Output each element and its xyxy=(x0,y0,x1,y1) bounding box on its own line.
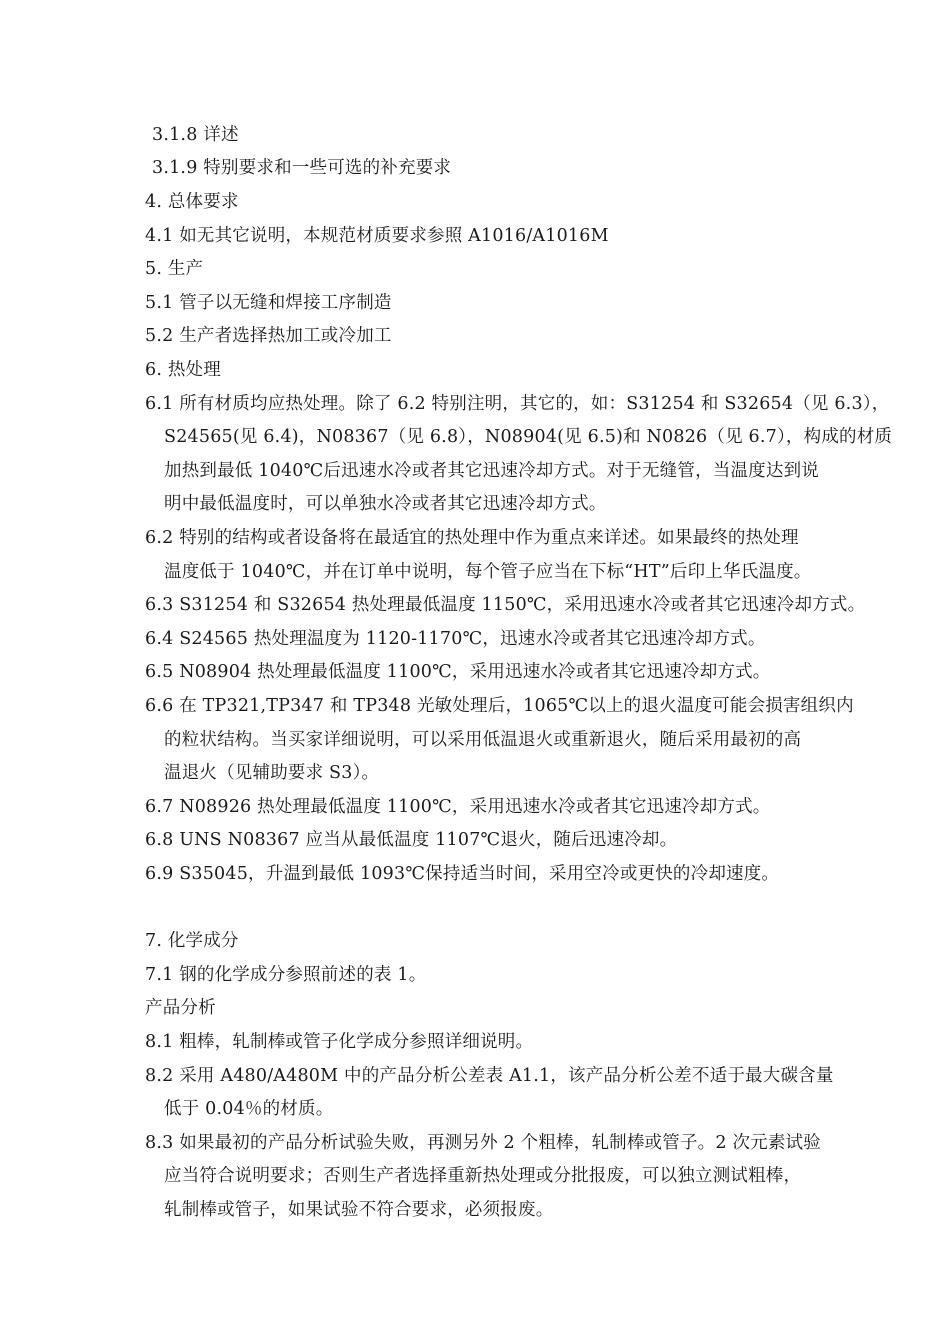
text-line: 7.1 钢的化学成分参照前述的表 1。 xyxy=(145,965,427,985)
section-heading: 产品分析 xyxy=(145,998,216,1018)
text-line: 温退火（见辅助要求 S3）。 xyxy=(164,763,380,783)
text-line: 3.1.9 特别要求和一些可选的补充要求 xyxy=(152,158,452,178)
text-line: 的粒状结构。当买家详细说明，可以采用低温退火或重新退火，随后采用最初的高 xyxy=(164,730,802,750)
text-line: 低于 0.04％的材质。 xyxy=(164,1099,334,1119)
text-line: 6.9 S35045，升温到最低 1093℃保持适当时间，采用空冷或更快的冷却速度。 xyxy=(145,864,780,884)
text-line: 5.2 生产者选择热加工或冷加工 xyxy=(145,326,392,346)
text-line: 6.4 S24565 热处理温度为 1120-1170℃，迅速水冷或者其它迅速冷却方式。 xyxy=(145,629,766,649)
text-line: S24565(见 6.4)，N08367（见 6.8），N08904(见 6.5)和 N0826（见 6.7），构成的材质 xyxy=(164,427,893,447)
text-line: 轧制棒或管子，如果试验不符合要求，必须报废。 xyxy=(164,1200,554,1220)
text-line: 8.3 如果最初的产品分析试验失败，再测另外 2 个粗棒，轧制棒或管子。2 次元素试验 xyxy=(145,1133,821,1153)
text-line: 6.2 特别的结构或者设备将在最适宜的热处理中作为重点来详述。如果最终的热处理 xyxy=(145,528,799,548)
section-heading: 5. 生产 xyxy=(145,259,204,279)
text-line: 明中最低温度时，可以单独水冷或者其它迅速冷却方式。 xyxy=(164,494,607,514)
section-heading: 7. 化学成分 xyxy=(145,931,239,951)
text-line: 8.1 粗棒，轧制棒或管子化学成分参照详细说明。 xyxy=(145,1032,534,1052)
text-line: 加热到最低 1040℃后迅速水冷或者其它迅速冷却方式。对于无缝管，当温度达到说 xyxy=(164,461,819,481)
text-line: 6.3 S31254 和 S32654 热处理最低温度 1150℃，采用迅速水冷或者其它迅速冷却方式。 xyxy=(145,595,866,615)
text-line: 6.1 所有材质均应热处理。除了 6.2 特别注明，其它的，如：S31254 和 S32654（见 6.3）， xyxy=(145,394,890,414)
text-line: 应当符合说明要求；否则生产者选择重新热处理或分批报废，可以独立测试粗棒， xyxy=(164,1166,802,1186)
text-line: 5.1 管子以无缝和焊接工序制造 xyxy=(145,293,392,313)
text-line: 3.1.8 详述 xyxy=(152,125,239,145)
text-line: 6.7 N08926 热处理最低温度 1100℃，采用迅速水冷或者其它迅速冷却方式。 xyxy=(145,797,771,817)
text-line: 6.5 N08904 热处理最低温度 1100℃，采用迅速水冷或者其它迅速冷却方式。 xyxy=(145,662,771,682)
section-heading: 4. 总体要求 xyxy=(145,192,239,212)
text-line: 温度低于 1040℃，并在订单中说明，每个管子应当在下标“HT”后印上华氏温度。 xyxy=(164,562,812,582)
text-line: 8.2 采用 A480/A480M 中的产品分析公差表 A1.1，该产品分析公差不适于最大碳含量 xyxy=(145,1066,834,1086)
text-line: 6.6 在 TP321,TP347 和 TP348 光敏处理后，1065℃以上的退火温度可能会损害组织内 xyxy=(145,696,854,716)
text-line: 6.8 UNS N08367 应当从最低温度 1107℃退火，随后迅速冷却。 xyxy=(145,830,678,850)
text-line: 4.1 如无其它说明，本规范材质要求参照 A1016/A1016M xyxy=(145,226,609,246)
section-heading: 6. 热处理 xyxy=(145,360,221,380)
